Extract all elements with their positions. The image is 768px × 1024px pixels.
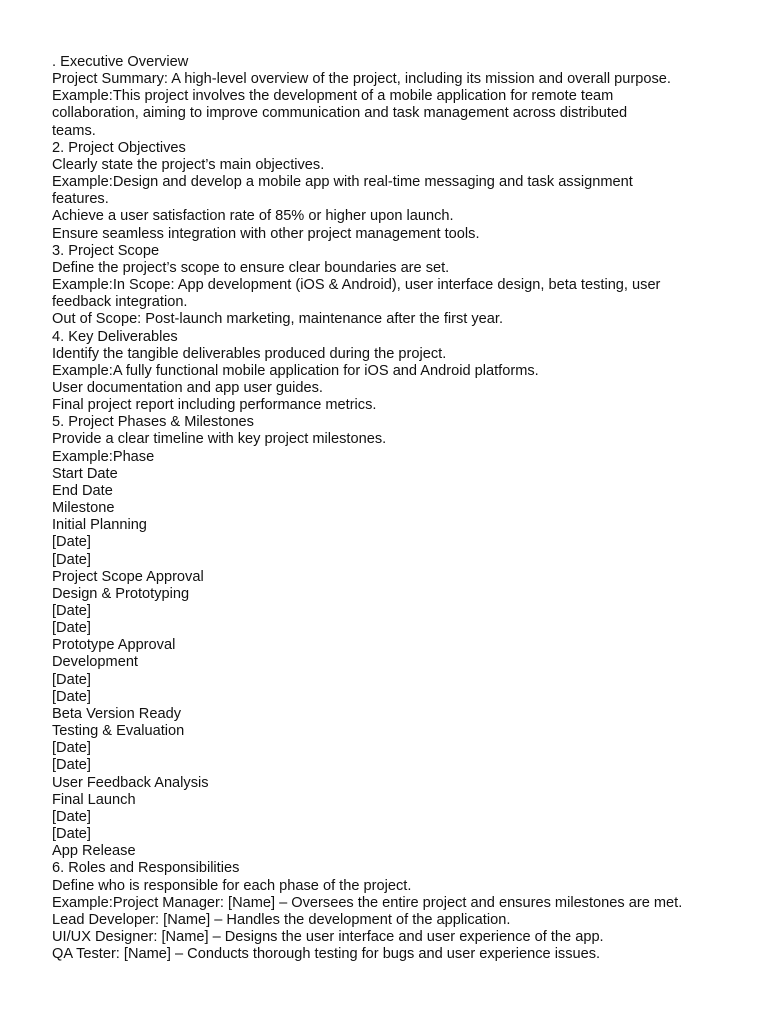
text-line: Project Summary: A high-level overview of the project, including its mission and overall purpose. bbox=[52, 71, 671, 88]
text-line: QA Tester: [Name] – Conducts thorough testing for bugs and user experience issues. bbox=[52, 946, 601, 963]
text-line: features. bbox=[52, 191, 109, 208]
text-line: [Date] bbox=[52, 603, 91, 619]
text-line: Identify the tangible deliverables produced during the project. bbox=[52, 345, 447, 362]
text-line: collaboration, aiming to improve communication and task management across distributed bbox=[52, 105, 628, 122]
text-line: Achieve a user satisfaction rate of 85% or higher upon launch. bbox=[52, 208, 454, 225]
text-line: Final project report including performance metrics. bbox=[52, 397, 377, 414]
text-line: Define who is responsible for each phase of the project. bbox=[52, 877, 412, 894]
text-line: Beta Version Ready bbox=[52, 705, 181, 722]
text-line: Example:Phase bbox=[52, 448, 155, 465]
text-line: Testing & Evaluation bbox=[52, 723, 185, 740]
section-heading-project-objectives: 2. Project Objectives bbox=[52, 139, 186, 156]
text-line: [Date] bbox=[52, 620, 91, 637]
text-line: User Feedback Analysis bbox=[52, 774, 209, 791]
text-line: Define the project’s scope to ensure clear boundaries are set. bbox=[52, 259, 450, 276]
text-line: Project Scope Approval bbox=[52, 568, 204, 585]
section-heading-project-scope: 3. Project Scope bbox=[52, 242, 160, 259]
text-line: Final Launch bbox=[52, 791, 136, 808]
text-line: Example:In Scope: App development (iOS & Android), user interface design, beta testing, user bbox=[52, 277, 661, 294]
text-line: Start Date bbox=[52, 465, 118, 482]
text-line: Example:Project Manager: [Name] – Oversees the entire project and ensures milestones are met. bbox=[52, 894, 683, 911]
document-page bbox=[52, 54, 752, 963]
text-line: Example:Design and develop a mobile app with real-time messaging and task assignment bbox=[52, 174, 633, 191]
text-line: Example:A fully functional mobile application for iOS and Android platforms. bbox=[52, 362, 539, 379]
text-line: Lead Developer: [Name] – Handles the development of the application. bbox=[52, 911, 511, 928]
text-line: Clearly state the project’s main objectives. bbox=[52, 156, 325, 173]
text-line: Provide a clear timeline with key project milestones. bbox=[52, 431, 387, 448]
text-line: User documentation and app user guides. bbox=[52, 379, 323, 396]
text-line: [Date] bbox=[52, 688, 91, 705]
text-line: Ensure seamless integration with other project management tools. bbox=[52, 225, 480, 242]
text-line: [Date] bbox=[52, 826, 91, 843]
text-line: Initial Planning bbox=[52, 517, 147, 534]
text-line: [Date] bbox=[52, 534, 91, 551]
text-line: Milestone bbox=[52, 500, 115, 517]
text-line: Development bbox=[52, 654, 138, 671]
text-line: End Date bbox=[52, 482, 113, 499]
text-line: Design & Prototyping bbox=[52, 585, 190, 602]
text-line: UI/UX Designer: [Name] – Designs the user interface and user experience of the app. bbox=[52, 928, 604, 945]
section-heading-roles-responsibilities: 6. Roles and Responsibilities bbox=[52, 860, 240, 877]
text-line: [Date] bbox=[52, 740, 91, 757]
text-line: [Date] bbox=[52, 671, 91, 688]
text-line: App Release bbox=[52, 843, 136, 860]
text-line: feedback integration. bbox=[52, 294, 188, 311]
text-line: Prototype Approval bbox=[52, 637, 176, 654]
text-line: Example:This project involves the development of a mobile application for remote team bbox=[52, 88, 614, 105]
text-line: [Date] bbox=[52, 808, 91, 825]
section-heading-project-phases: 5. Project Phases & Milestones bbox=[52, 414, 254, 431]
text-line: teams. bbox=[52, 122, 96, 139]
text-line: Out of Scope: Post-launch marketing, maintenance after the first year. bbox=[52, 311, 504, 328]
section-heading-key-deliverables: 4. Key Deliverables bbox=[52, 328, 178, 345]
text-line: [Date] bbox=[52, 551, 91, 568]
section-heading-executive-overview: . Executive Overview bbox=[52, 54, 189, 70]
text-line: [Date] bbox=[52, 757, 91, 774]
